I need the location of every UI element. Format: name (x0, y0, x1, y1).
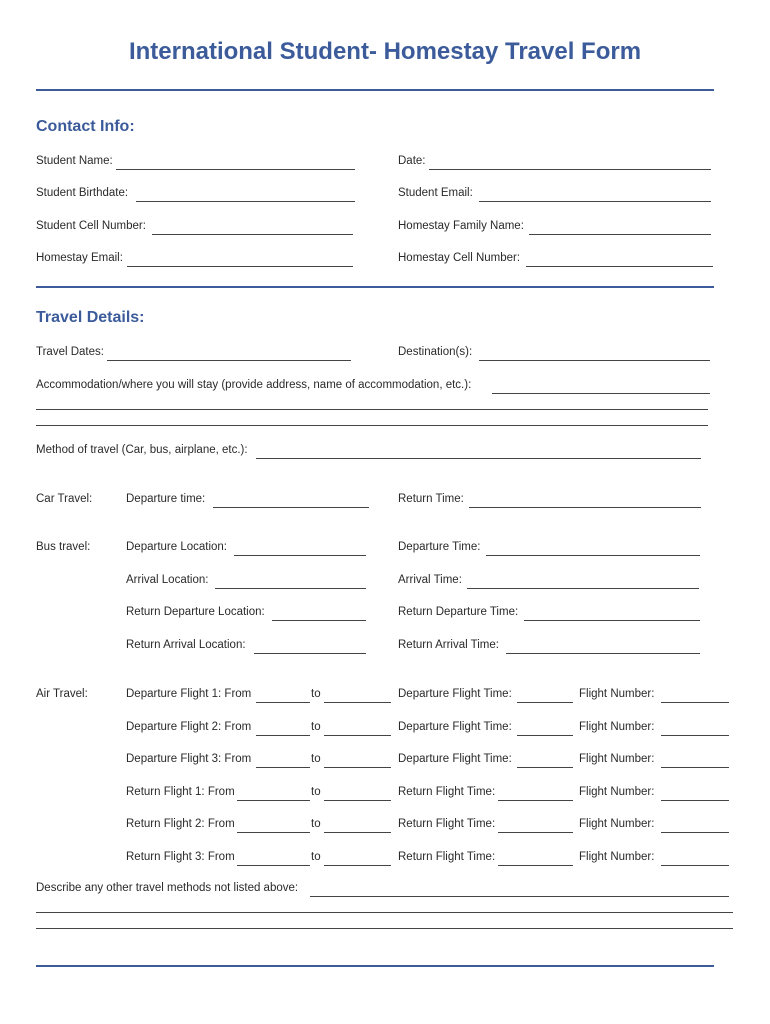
flight-time-label: Return Flight Time: (398, 786, 496, 798)
flight-from-field[interactable] (256, 702, 310, 703)
homestay-cell-label: Homestay Cell Number: (398, 252, 521, 264)
air-travel-label: Air Travel: (36, 688, 88, 700)
bus-departure-location-field[interactable] (234, 555, 366, 556)
divider (36, 965, 714, 967)
homestay-family-name-label: Homestay Family Name: (398, 220, 524, 232)
flight-number-field[interactable] (661, 767, 729, 768)
date-field[interactable] (429, 169, 711, 170)
travel-dates-label: Travel Dates: (36, 346, 104, 358)
flight-time-label: Return Flight Time: (398, 851, 496, 863)
page-title: International Student- Homestay Travel Form (128, 38, 642, 65)
flight-to-label: to (311, 753, 321, 765)
flight-from-label: Departure Flight 3: From (126, 753, 252, 765)
student-birthdate-label: Student Birthdate: (36, 187, 129, 199)
flight-to-label: to (311, 786, 321, 798)
homestay-cell-field[interactable] (526, 266, 713, 267)
flight-from-field[interactable] (237, 865, 310, 866)
destinations-label: Destination(s): (398, 346, 473, 358)
method-label: Method of travel (Car, bus, airplane, etc.): (36, 444, 248, 456)
bus-departure-time-label: Departure Time: (398, 541, 481, 553)
flight-from-label: Return Flight 1: From (126, 786, 235, 798)
car-departure-time-field[interactable] (213, 507, 369, 508)
flight-time-field[interactable] (517, 702, 573, 703)
flight-number-field[interactable] (661, 865, 729, 866)
accommodation-field-line-3[interactable] (36, 425, 708, 426)
date-label: Date: (398, 155, 426, 167)
flight-to-field[interactable] (324, 800, 391, 801)
flight-number-label: Flight Number: (579, 688, 655, 700)
method-field[interactable] (256, 458, 701, 459)
bus-arrival-location-label: Arrival Location: (126, 574, 209, 586)
accommodation-field-line-2[interactable] (36, 409, 708, 410)
flight-number-label: Flight Number: (579, 786, 655, 798)
student-name-label: Student Name: (36, 155, 113, 167)
bus-return-arrival-time-label: Return Arrival Time: (398, 639, 499, 651)
accommodation-label: Accommodation/where you will stay (provide address, name of accommodation, etc.): (36, 379, 472, 391)
flight-time-label: Departure Flight Time: (398, 721, 512, 733)
car-travel-label: Car Travel: (36, 493, 93, 505)
divider (36, 89, 714, 91)
student-cell-field[interactable] (152, 234, 353, 235)
flight-from-field[interactable] (237, 832, 310, 833)
student-cell-label: Student Cell Number: (36, 220, 146, 232)
bus-arrival-location-field[interactable] (215, 588, 366, 589)
flight-time-field[interactable] (498, 832, 573, 833)
flight-to-label: to (311, 688, 321, 700)
accommodation-field[interactable] (492, 393, 710, 394)
flight-from-field[interactable] (256, 735, 310, 736)
flight-from-label: Return Flight 2: From (126, 818, 235, 830)
travel-dates-field[interactable] (107, 360, 351, 361)
bus-return-arrival-time-field[interactable] (506, 653, 700, 654)
flight-to-field[interactable] (324, 767, 391, 768)
flight-time-label: Return Flight Time: (398, 818, 496, 830)
student-email-label: Student Email: (398, 187, 473, 199)
divider (36, 286, 714, 288)
bus-return-arrival-location-field[interactable] (254, 653, 366, 654)
car-return-time-label: Return Time: (398, 493, 464, 505)
flight-to-field[interactable] (324, 735, 391, 736)
bus-departure-time-field[interactable] (486, 555, 700, 556)
other-methods-label: Describe any other travel methods not listed above: (36, 882, 299, 894)
flight-from-field[interactable] (237, 800, 310, 801)
flight-to-label: to (311, 851, 321, 863)
flight-number-field[interactable] (661, 735, 729, 736)
flight-time-field[interactable] (498, 800, 573, 801)
homestay-email-label: Homestay Email: (36, 252, 123, 264)
car-return-time-field[interactable] (469, 507, 701, 508)
bus-return-departure-time-label: Return Departure Time: (398, 606, 519, 618)
travel-heading: Travel Details: (36, 309, 145, 326)
other-methods-field-line-2[interactable] (36, 912, 733, 913)
flight-to-field[interactable] (324, 865, 391, 866)
bus-departure-location-label: Departure Location: (126, 541, 228, 553)
flight-number-field[interactable] (661, 800, 729, 801)
student-birthdate-field[interactable] (136, 201, 355, 202)
flight-number-field[interactable] (661, 702, 729, 703)
bus-arrival-time-field[interactable] (467, 588, 699, 589)
flight-number-field[interactable] (661, 832, 729, 833)
flight-to-field[interactable] (324, 832, 391, 833)
destinations-field[interactable] (479, 360, 710, 361)
flight-time-label: Departure Flight Time: (398, 753, 512, 765)
car-departure-time-label: Departure time: (126, 493, 206, 505)
flight-to-label: to (311, 818, 321, 830)
contact-heading: Contact Info: (36, 118, 135, 135)
homestay-email-field[interactable] (127, 266, 353, 267)
flight-time-field[interactable] (517, 735, 573, 736)
bus-return-departure-location-field[interactable] (272, 620, 366, 621)
other-methods-field[interactable] (310, 896, 729, 897)
flight-from-field[interactable] (256, 767, 310, 768)
flight-to-label: to (311, 721, 321, 733)
bus-arrival-time-label: Arrival Time: (398, 574, 462, 586)
flight-from-label: Return Flight 3: From (126, 851, 235, 863)
flight-time-field[interactable] (498, 865, 573, 866)
other-methods-field-line-3[interactable] (36, 928, 733, 929)
flight-time-field[interactable] (517, 767, 573, 768)
flight-from-label: Departure Flight 2: From (126, 721, 252, 733)
bus-travel-label: Bus travel: (36, 541, 91, 553)
student-email-field[interactable] (479, 201, 711, 202)
flight-time-label: Departure Flight Time: (398, 688, 512, 700)
flight-number-label: Flight Number: (579, 818, 655, 830)
flight-to-field[interactable] (324, 702, 391, 703)
flight-number-label: Flight Number: (579, 721, 655, 733)
bus-return-departure-location-label: Return Departure Location: (126, 606, 265, 618)
bus-return-departure-time-field[interactable] (524, 620, 700, 621)
flight-from-label: Departure Flight 1: From (126, 688, 252, 700)
student-name-field[interactable] (116, 169, 355, 170)
bus-return-arrival-location-label: Return Arrival Location: (126, 639, 246, 651)
flight-number-label: Flight Number: (579, 851, 655, 863)
flight-number-label: Flight Number: (579, 753, 655, 765)
homestay-family-name-field[interactable] (529, 234, 711, 235)
